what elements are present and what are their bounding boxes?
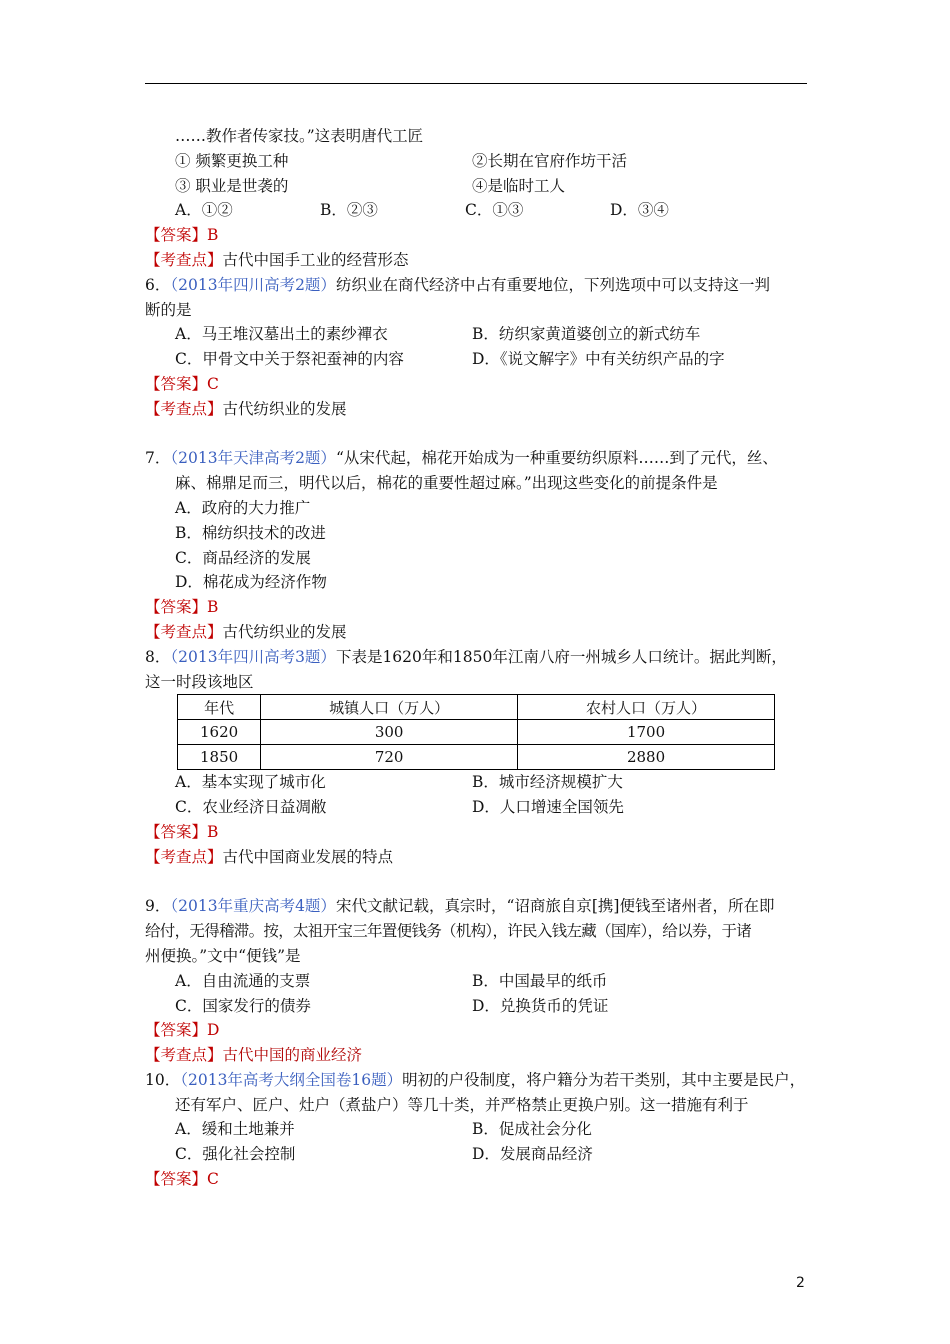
q7-answer-value: B: [207, 598, 219, 617]
population-table: [177, 694, 775, 770]
answer-label: 【答案】: [145, 1170, 208, 1189]
q5-choice-d: D．③④: [610, 201, 669, 220]
table-header-cell: 城镇人口（万人）: [261, 695, 518, 720]
document-body: [145, 124, 807, 1192]
q5-statement-3: ③ 职业是世袭的: [175, 176, 289, 195]
q6-options-row1: [145, 322, 807, 347]
q7-stem-line2: 麻、棉鼎足而三，明代以后，棉花的重要性超过麻。”出现这些变化的前提条件是: [175, 474, 718, 493]
answer-label: 【答案】: [145, 226, 208, 245]
q5-statement-4: ④是临时工人: [472, 176, 566, 195]
q6-source: （2013年四川高考2题）: [170, 275, 336, 294]
point-label: 【考查点】: [145, 1046, 223, 1065]
q8-option-d: D．人口增速全国领先: [472, 798, 624, 817]
q10-options-row2: [145, 1142, 807, 1167]
q9-point: [145, 1043, 807, 1068]
point-label: 【考查点】: [145, 399, 223, 418]
q8-answer: [145, 820, 807, 845]
q10-option-a: A．缓和土地兼并: [175, 1120, 295, 1139]
q5-choice-c: C．①③: [465, 201, 524, 220]
q10-answer-value: C: [207, 1170, 219, 1189]
q8-options-row2: [145, 795, 807, 820]
q9-option-d: D．兑换货币的凭证: [472, 996, 609, 1015]
answer-label: 【答案】: [145, 1021, 208, 1040]
table-row: [178, 720, 775, 745]
q6-options-row2: [145, 347, 807, 372]
q10-stem-line1: [145, 1068, 807, 1093]
q6-stem-line2: 断的是: [145, 300, 192, 319]
table-cell: 1850: [178, 745, 261, 770]
q10-stem-line2: 还有军户、匠户、灶户（煮盐户）等几十类，并严格禁止更换户别。这一措施有利于: [175, 1095, 749, 1114]
q9-stem-text: 宋代文献记载，真宗时，“诏商旅自京[携]便钱至诸州者，所在即: [335, 897, 775, 916]
q6-option-b: B．纺织家黄道婆创立的新式纺车: [472, 325, 701, 344]
table-cell: 2880: [518, 745, 775, 770]
q9-stem-line3: 州便换。”文中“便钱”是: [145, 946, 301, 965]
q8-point: [145, 845, 807, 870]
table-row: [178, 745, 775, 770]
q9-option-a: A．自由流通的支票: [175, 971, 311, 990]
q7-source: （2013年天津高考2题）: [170, 449, 336, 468]
point-label: 【考查点】: [145, 250, 223, 269]
q9-options-row1: [145, 969, 807, 994]
q9-answer: [145, 1018, 807, 1043]
q6-option-d: D．《说文解字》中有关纺织产品的字: [472, 350, 725, 369]
q5-choice-b: B．②③: [320, 201, 378, 220]
q5-point: [145, 248, 807, 273]
q5-point-value: 古代中国手工业的经营形态: [222, 250, 409, 269]
q6-stem-line1: [145, 273, 807, 298]
q10-number: 10．: [145, 1070, 181, 1089]
q9-option-b: B．中国最早的纸币: [472, 971, 608, 990]
q9-number: 9．: [145, 897, 171, 916]
spacer: [145, 422, 807, 447]
q7-option-b: B．棉纺织技术的改进: [175, 523, 326, 542]
q6-number: 6．: [145, 275, 171, 294]
q8-option-b: B．城市经济规模扩大: [472, 773, 623, 792]
q9-answer-value: D: [207, 1021, 220, 1040]
point-label: 【考查点】: [145, 622, 223, 641]
q6-stem-text: 纺织业在商代经济中占有重要地位，下列选项中可以支持这一判: [335, 275, 770, 294]
q10-source: （2013年高考大纲全国卷16题）: [180, 1070, 403, 1089]
q10-answer: [145, 1167, 807, 1192]
q6-point: [145, 397, 807, 422]
answer-label: 【答案】: [145, 822, 208, 841]
q9-point-value: 古代中国的商业经济: [222, 1046, 363, 1065]
q7-option-c: C．商品经济的发展: [175, 548, 311, 567]
q7-number: 7．: [145, 449, 171, 468]
q7-option-d: D．棉花成为经济作物: [175, 573, 327, 592]
q6-point-value: 古代纺织业的发展: [222, 399, 347, 418]
q7-stem-text: “从宋代起，棉花开始成为一种重要纺织原料……到了元代，丝、: [335, 449, 778, 468]
q10-option-b: B．促成社会分化: [472, 1120, 592, 1139]
answer-label: 【答案】: [145, 374, 208, 393]
table-header-cell: 年代: [178, 695, 261, 720]
q5-choices: [145, 198, 807, 223]
table-header-cell: 农村人口（万人）: [518, 695, 775, 720]
q8-number: 8．: [145, 647, 171, 666]
q7-point-value: 古代纺织业的发展: [222, 622, 347, 641]
q7-option-a: A．政府的大力推广: [175, 498, 311, 517]
q8-options-row1: [145, 770, 807, 795]
spacer: [145, 870, 807, 895]
table-cell: 300: [261, 720, 518, 745]
q10-options-row1: [145, 1117, 807, 1142]
q6-option-c: C．甲骨文中关于祭祀蚕神的内容: [175, 350, 404, 369]
q5-statement-1: ① 频繁更换工种: [175, 151, 289, 170]
q5-statement-2: ②长期在官府作坊干活: [472, 151, 628, 170]
q7-stem-line1: [145, 446, 807, 471]
q7-answer: [145, 595, 807, 620]
q9-options-row2: [145, 994, 807, 1019]
q8-option-c: C．农业经济日益凋敝: [175, 798, 327, 817]
q9-stem-line2: 给付，无得稽滞。按，太祖开宝三年置便钱务（机构），许民入钱左藏（国库），给以券，于诸: [145, 922, 752, 941]
q6-answer-value: C: [207, 374, 219, 393]
table-cell: 1700: [518, 720, 775, 745]
q9-source: （2013年重庆高考4题）: [170, 897, 336, 916]
q9-option-c: C．国家发行的债券: [175, 996, 311, 1015]
q8-point-value: 古代中国商业发展的特点: [222, 847, 394, 866]
q8-stem-line1: [145, 645, 807, 670]
q8-option-a: A．基本实现了城市化: [175, 773, 326, 792]
q10-stem-text: 明初的户役制度，将户籍分为若干类别，其中主要是民户，: [402, 1070, 806, 1089]
point-label: 【考查点】: [145, 847, 223, 866]
q8-answer-value: B: [207, 822, 219, 841]
table-cell: 1620: [178, 720, 261, 745]
q5-stem: ……教作者传家技。”这表明唐代工匠: [175, 127, 424, 145]
q6-option-a: A．马王堆汉墓出土的素纱襌衣: [175, 325, 388, 344]
page-number: 2: [796, 1275, 805, 1291]
q8-stem-text: 下表是1620年和1850年江南八府一州城乡人口统计。据此判断，: [335, 647, 787, 666]
q5-statements-row1: [145, 149, 807, 174]
q5-answer: [145, 223, 807, 248]
q5-statements-row2: [145, 174, 807, 199]
q10-option-d: D．发展商品经济: [472, 1145, 593, 1164]
q8-source: （2013年四川高考3题）: [170, 647, 336, 666]
q5-choice-a: A．①②: [175, 201, 233, 220]
q6-answer: [145, 372, 807, 397]
q10-option-c: C．强化社会控制: [175, 1145, 296, 1164]
q5-answer-value: B: [207, 226, 219, 245]
answer-label: 【答案】: [145, 598, 208, 617]
header-rule: [145, 83, 807, 84]
q8-stem-line2: 这一时段该地区: [145, 672, 254, 691]
q9-stem-line1: [145, 894, 807, 919]
table-cell: 720: [261, 745, 518, 770]
q7-point: [145, 620, 807, 645]
table-header-row: [178, 695, 775, 720]
